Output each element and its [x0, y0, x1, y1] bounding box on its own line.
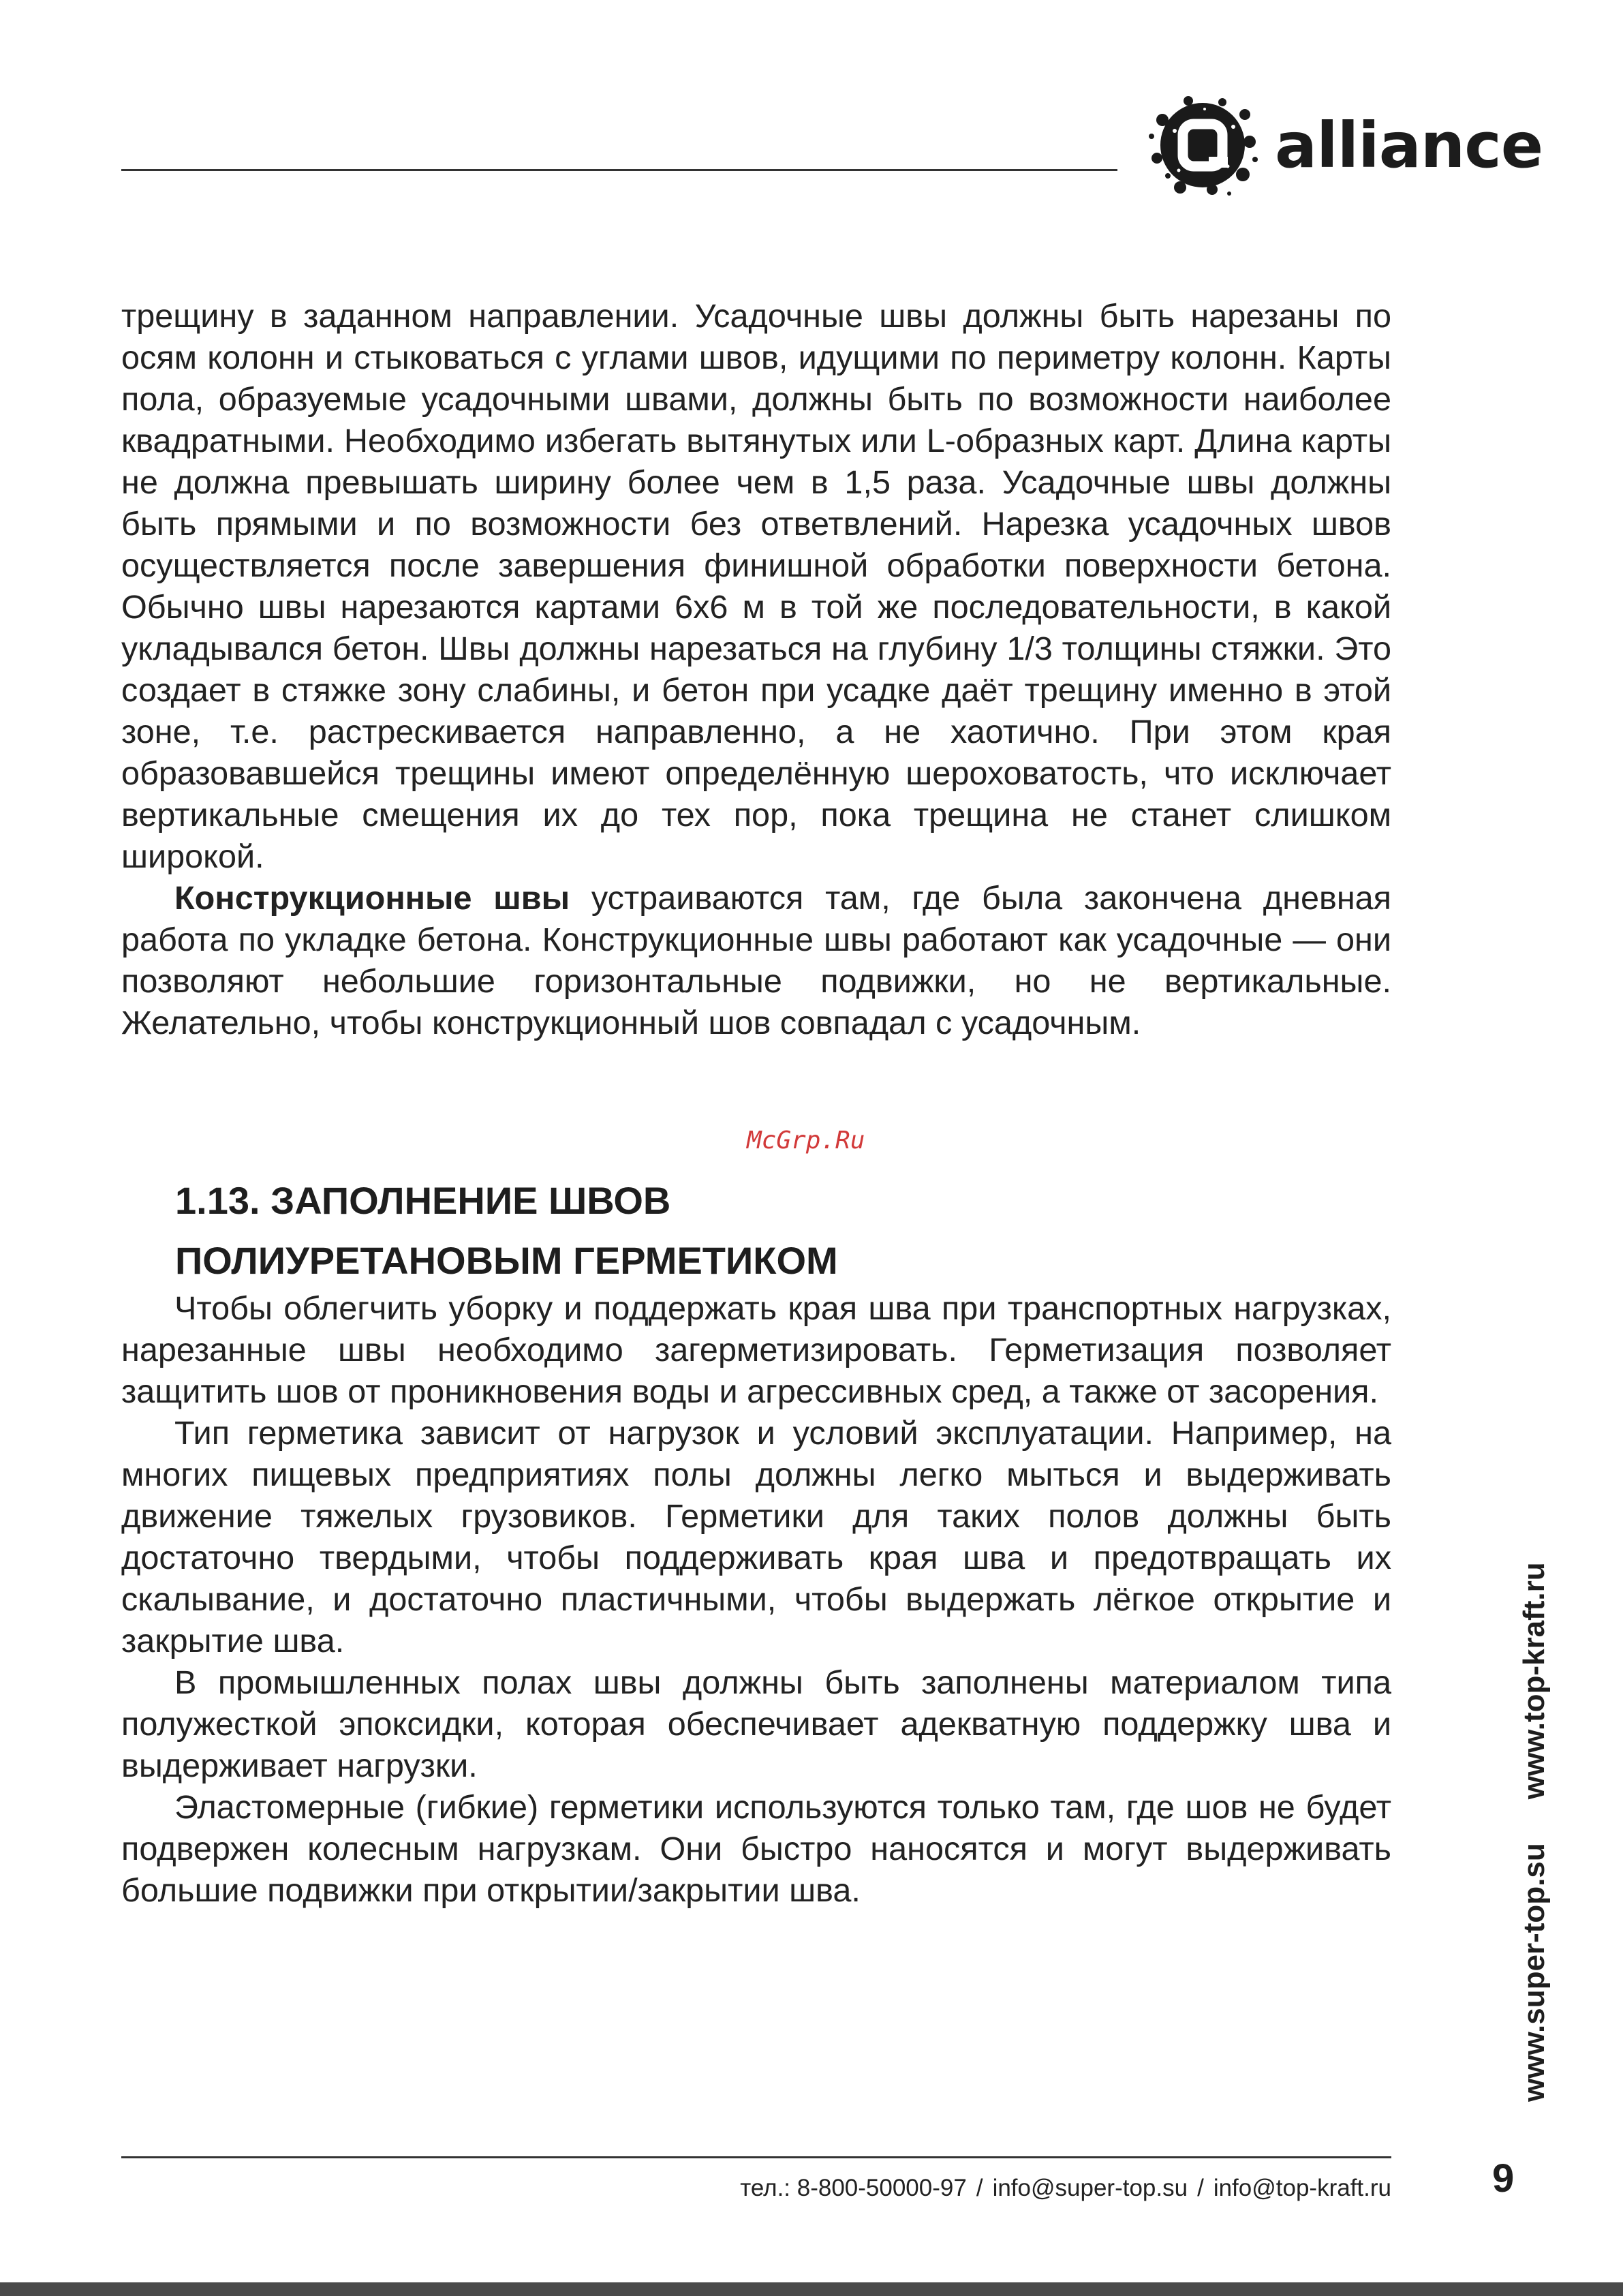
paragraph-2 [121, 878, 1391, 1044]
page-number: 9 [1492, 2156, 1515, 2201]
paragraph-2-bold-term: Конструкционные швы [174, 880, 570, 917]
paragraph-1: трещину в заданном направлении. Усадочные швы должны быть нарезаны по осям колонн и стыковаться с углами швов, идущими по периметру колонн. Карты пола, образуемые усадочными швами, должны быть по возможности наиболее квадратными. Необходимо избегать вытянутых или L-образных карт. Длина карты не должна превышать ширину более чем в 1,5 раза. Усадочные швы должны быть прямыми и по возможности без ответвлений. Нарезка усадочных швов осуществляется после завершения финишной обработки поверхности бетона. Обычно швы нарезаются картами 6х6 м в той же последовательности, в какой укладывался бетон. Швы должны нарезаться на глубину 1/3 толщины стяжки. Это создает в стяжке зону слабины, и бетон при усадке даёт трещину именно в этой зоне, т.е. растрескивается направленно, а не хаотично. При этом края образовавшейся трещины имеют определённую шероховатость, что исключает вертикальные смещения их до тех пор, пока трещина не станет слишком широкой. [121, 298, 1391, 875]
section-heading-line-2: ПОЛИУРЕТАНОВЫМ ГЕРМЕТИКОМ [175, 1239, 838, 1282]
footer-email-1: info@super-top.su [992, 2175, 1188, 2201]
header-rule [121, 169, 1117, 171]
footer-rule [121, 2156, 1391, 2158]
alliance-logo-icon [1147, 94, 1258, 196]
paragraph-2-text: устраиваются там, где была закончена дневная работа по укладке бетона. Конструкционные швы работают как усадочные — они позволяют небольшие горизонтальные подвижки, но не вертикальные. Желательно, чтобы конструкционный шов совпадал с усадочным. [121, 880, 1392, 1041]
bottom-scan-band [0, 2282, 1623, 2296]
alliance-logo [1147, 94, 1543, 196]
footer-phone: тел.: 8-800-50000-97 [740, 2175, 967, 2201]
paragraph-3: Чтобы облегчить уборку и поддержать края шва при транспортных нагрузках, нарезанные швы необходимо загерметизировать. Герметизация позволяет защитить шов от проникновения воды и агрессивных сред, а также от засорения. [121, 1290, 1391, 1410]
footer-separator: / [976, 2175, 983, 2201]
footer-email-2: info@top-kraft.ru [1213, 2175, 1391, 2201]
watermark: McGrp.Ru [747, 1127, 865, 1154]
section-heading [175, 1171, 838, 1291]
sidebar-websites [1519, 1562, 1549, 2102]
sidebar-site-1: www.super-top.su [1517, 1843, 1551, 2102]
alliance-logo-text: alliance [1275, 109, 1543, 182]
section-heading-line-1: 1.13. ЗАПОЛНЕНИЕ ШВОВ [175, 1179, 671, 1222]
body-text-bottom [121, 1288, 1391, 1912]
body-text-top [121, 296, 1391, 1044]
footer-separator: / [1197, 2175, 1204, 2201]
paragraph-4: Тип герметика зависит от нагрузок и условий эксплуатации. Например, на многих пищевых предприятиях полы должны легко мыться и выдерживать движение тяжелых грузовиков. Герметики для таких полов должны быть достаточно твердыми, чтобы поддерживать края шва и предотвращать их скалывание, и достаточно пластичными, чтобы выдержать лёгкое открытие и закрытие шва. [121, 1415, 1391, 1659]
sidebar-site-2: www.top-kraft.ru [1517, 1562, 1551, 1800]
paragraph-5: В промышленных полах швы должны быть заполнены материалом типа полужесткой эпоксидки, которая обеспечивает адекватную поддержку шва и выдерживает нагрузки. [121, 1664, 1391, 1784]
paragraph-6: Эластомерные (гибкие) герметики используются только там, где шов не будет подвержен колесным нагрузкам. Они быстро наносятся и могут выдерживать большие подвижки при открытии/закрытии шва. [121, 1789, 1391, 1909]
footer-contacts [654, 2174, 1391, 2203]
